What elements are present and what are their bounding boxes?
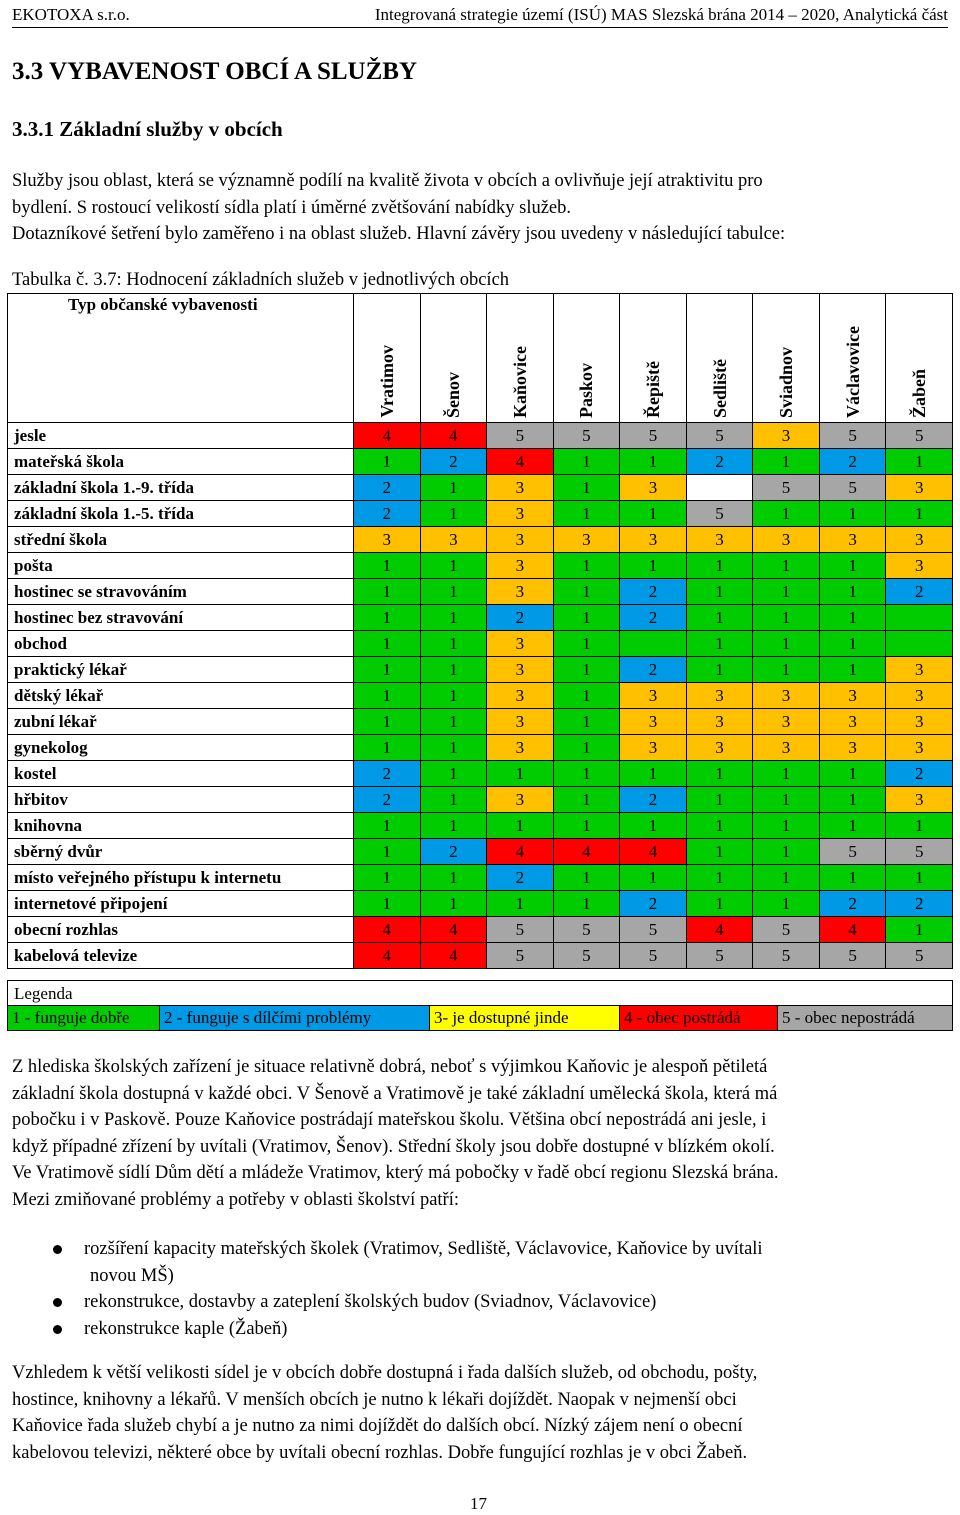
- row-label: hřbitov: [8, 787, 354, 813]
- rating-cell: 3: [686, 735, 753, 761]
- text-line: kabelovou televizi, některé obce by uvítali obecní rozhlas. Dobře fungující rozhlas je v obci Žabeň.: [12, 1442, 748, 1463]
- row-label: hostinec se stravováním: [8, 579, 354, 605]
- table-caption: Tabulka č. 3.7: Hodnocení základních služeb v jednotlivých obcích: [12, 270, 510, 290]
- rating-cell: 1: [819, 813, 886, 839]
- rating-cell: 2: [686, 449, 753, 475]
- rating-cell: 3: [753, 527, 820, 553]
- page-number: 17: [470, 1494, 487, 1513]
- rating-cell: 1: [553, 709, 620, 735]
- rating-cell: 5: [886, 839, 953, 865]
- row-label: praktický lékař: [8, 657, 354, 683]
- table-row: [8, 553, 953, 579]
- rating-cell: 3: [819, 683, 886, 709]
- text-line: Služby jsou oblast, která se významně podílí na kvalitě života v obcích a ovlivňuje její atraktivitu pro: [12, 171, 763, 191]
- row-label: gynekolog: [8, 735, 354, 761]
- rating-cell: 1: [354, 579, 421, 605]
- rating-cell: 1: [420, 501, 487, 527]
- rating-cell: 5: [620, 917, 687, 943]
- column-header-label: Šenov: [443, 371, 464, 418]
- rating-cell: 3: [886, 787, 953, 813]
- column-header: [354, 294, 421, 423]
- rating-cell: 1: [553, 787, 620, 813]
- rating-cell: 3: [753, 735, 820, 761]
- rating-cell: 1: [620, 761, 687, 787]
- rating-cell: 1: [354, 813, 421, 839]
- rating-cell: 3: [819, 527, 886, 553]
- intro-paragraph: [12, 168, 947, 248]
- list-item-text: rekonstrukce kaple (Žabeň): [84, 1318, 288, 1339]
- rating-cell: 1: [686, 579, 753, 605]
- rating-cell: 1: [886, 917, 953, 943]
- rating-cell: 1: [620, 553, 687, 579]
- column-header-label: Sviadnov: [776, 346, 797, 418]
- rating-cell: 1: [686, 553, 753, 579]
- row-label: místo veřejného přístupu k internetu: [8, 865, 354, 891]
- table-row: [8, 527, 953, 553]
- rating-cell: 3: [354, 527, 421, 553]
- rating-cell: 1: [354, 865, 421, 891]
- rating-cell: 1: [819, 605, 886, 631]
- rating-cell: 5: [487, 943, 554, 969]
- rating-cell: 2: [886, 761, 953, 787]
- rating-cell: 1: [686, 865, 753, 891]
- rating-cell: 2: [886, 891, 953, 917]
- rating-cell: 1: [420, 761, 487, 787]
- rating-cell: 5: [620, 423, 687, 449]
- rating-cell: 1: [753, 579, 820, 605]
- text-line: Kaňovice řada služeb chybí a je nutno za nimi dojíždět do dalších obcí. Nízký zájem není o obecní: [12, 1416, 743, 1436]
- rating-cell: 3: [819, 709, 886, 735]
- rating-cell: 1: [753, 787, 820, 813]
- rating-cell: 3: [886, 475, 953, 501]
- rating-cell: 5: [620, 943, 687, 969]
- rating-cell: 2: [620, 787, 687, 813]
- rating-cell: 5: [553, 423, 620, 449]
- rating-cell: 1: [420, 813, 487, 839]
- rating-cell: [620, 631, 687, 657]
- rating-cell: 1: [753, 813, 820, 839]
- row-label: obchod: [8, 631, 354, 657]
- legend-item: 1 - funguje dobře: [8, 1006, 160, 1030]
- list-item-text: novou MŠ): [90, 1265, 174, 1286]
- rating-cell: 1: [553, 657, 620, 683]
- table-row: [8, 501, 953, 527]
- rating-cell: 1: [753, 891, 820, 917]
- rating-cell: 4: [487, 449, 554, 475]
- row-label: kabelová televize: [8, 943, 354, 969]
- rating-cell: 1: [354, 631, 421, 657]
- text-line: Dotazníkové šetření bylo zaměřeno i na oblast služeb. Hlavní závěry jsou uvedeny v následující tabulce:: [12, 224, 786, 244]
- rating-cell: 1: [354, 449, 421, 475]
- rating-cell: 3: [487, 735, 554, 761]
- table-row: [8, 865, 953, 891]
- column-header-label: Kaňovice: [509, 346, 530, 418]
- text-line: pobočku i v Paskově. Pouze Kaňovice postrádají mateřskou školu. Většina obcí nepostrádá ani jesle, i: [12, 1110, 767, 1130]
- table-row: [8, 839, 953, 865]
- rating-cell: 3: [753, 423, 820, 449]
- rating-cell: 1: [886, 501, 953, 527]
- rating-cell: 2: [819, 449, 886, 475]
- legend-item: 3- je dostupné jinde: [430, 1006, 620, 1030]
- rating-cell: [686, 475, 753, 501]
- rating-cell: 5: [819, 475, 886, 501]
- rating-cell: 5: [686, 423, 753, 449]
- list-item: [50, 1236, 950, 1289]
- rating-cell: 2: [354, 501, 421, 527]
- rating-cell: 2: [354, 787, 421, 813]
- rating-cell: 5: [753, 917, 820, 943]
- rating-cell: [886, 631, 953, 657]
- text-line: Z hlediska školských zařízení je situace relativně dobrá, neboť s výjimkou Kaňovic je alespoň pětiletá: [12, 1057, 768, 1077]
- table-row: [8, 761, 953, 787]
- row-label: jesle: [8, 423, 354, 449]
- section-title: 3.3 VYBAVENOST OBCÍ A SLUŽBY: [12, 58, 418, 85]
- rating-cell: 5: [819, 943, 886, 969]
- row-label: střední škola: [8, 527, 354, 553]
- rating-cell: 1: [620, 865, 687, 891]
- needs-list: [50, 1236, 950, 1342]
- rating-cell: 1: [354, 605, 421, 631]
- rating-cell: 3: [753, 683, 820, 709]
- rating-cell: 3: [487, 683, 554, 709]
- rating-cell: 2: [420, 839, 487, 865]
- rating-cell: 4: [420, 917, 487, 943]
- table-row: [8, 657, 953, 683]
- table-row: [8, 683, 953, 709]
- rating-cell: 1: [753, 501, 820, 527]
- rating-cell: 1: [753, 449, 820, 475]
- rating-cell: 4: [487, 839, 554, 865]
- rating-cell: 1: [420, 891, 487, 917]
- row-label: základní škola 1.-9. třída: [8, 475, 354, 501]
- rating-cell: 3: [487, 553, 554, 579]
- rating-cell: 5: [753, 475, 820, 501]
- rating-cell: 1: [819, 501, 886, 527]
- bullet-icon: [53, 1245, 62, 1254]
- row-label: zubní lékař: [8, 709, 354, 735]
- rating-cell: 5: [819, 839, 886, 865]
- rating-cell: 1: [753, 605, 820, 631]
- column-header: [686, 294, 753, 423]
- text-line: hostince, knihovny a lékařů. V menších obcích je nutno k lékaři dojíždět. Naopak v nejmenší obci: [12, 1389, 737, 1410]
- table-row: [8, 475, 953, 501]
- rating-cell: 3: [819, 735, 886, 761]
- row-label: hostinec bez stravování: [8, 605, 354, 631]
- table-row: [8, 891, 953, 917]
- table-row: [8, 813, 953, 839]
- rating-cell: 3: [886, 683, 953, 709]
- rating-cell: 5: [487, 423, 554, 449]
- list-item: [50, 1316, 950, 1343]
- schools-paragraph: [12, 1054, 947, 1213]
- column-header: [420, 294, 487, 423]
- column-header-label: Václavovice: [842, 326, 863, 418]
- rating-cell: 4: [420, 943, 487, 969]
- rating-cell: 3: [620, 527, 687, 553]
- rating-cell: 1: [620, 813, 687, 839]
- rating-cell: 1: [354, 683, 421, 709]
- rating-cell: 4: [819, 917, 886, 943]
- rating-cell: 2: [487, 865, 554, 891]
- rating-cell: 5: [886, 943, 953, 969]
- text-line: základní škola dostupná v každé obci. V Šenově a Vratimově je také základní umělecká škola, která má: [12, 1083, 778, 1104]
- rating-cell: 1: [354, 709, 421, 735]
- rating-cell: 1: [620, 449, 687, 475]
- column-header: [487, 294, 554, 423]
- rating-cell: 4: [420, 423, 487, 449]
- rating-cell: 1: [819, 553, 886, 579]
- table-row: [8, 709, 953, 735]
- rating-cell: 1: [420, 787, 487, 813]
- table-row: [8, 449, 953, 475]
- row-label: pošta: [8, 553, 354, 579]
- rating-cell: 1: [553, 735, 620, 761]
- list-item-text: rekonstrukce, dostavby a zateplení školských budov (Sviadnov, Václavovice): [84, 1292, 657, 1312]
- rating-cell: 4: [620, 839, 687, 865]
- rating-cell: 2: [620, 579, 687, 605]
- rating-cell: 1: [420, 553, 487, 579]
- rating-cell: 1: [686, 631, 753, 657]
- services-paragraph: [12, 1360, 947, 1466]
- type-header: Typ občanské vybavenosti: [8, 294, 354, 423]
- rating-cell: 1: [354, 657, 421, 683]
- rating-cell: 5: [553, 943, 620, 969]
- rating-cell: 3: [487, 501, 554, 527]
- rating-cell: 1: [487, 891, 554, 917]
- rating-cell: 1: [686, 787, 753, 813]
- rating-cell: 1: [553, 631, 620, 657]
- rating-cell: 2: [354, 761, 421, 787]
- rating-cell: 1: [886, 813, 953, 839]
- column-header: [753, 294, 820, 423]
- rating-cell: 1: [819, 761, 886, 787]
- table-row: [8, 579, 953, 605]
- rating-cell: 1: [420, 735, 487, 761]
- rating-cell: 1: [420, 475, 487, 501]
- column-header: [886, 294, 953, 423]
- column-header: [819, 294, 886, 423]
- header-document-title: Integrovaná strategie území (ISÚ) MAS Slezská brána 2014 – 2020, Analytická část: [374, 5, 948, 24]
- rating-cell: 1: [553, 891, 620, 917]
- rating-cell: 1: [553, 865, 620, 891]
- rating-cell: 1: [420, 579, 487, 605]
- rating-cell: 2: [819, 891, 886, 917]
- rating-cell: 1: [420, 657, 487, 683]
- rating-cell: 1: [420, 865, 487, 891]
- rating-cell: 1: [553, 813, 620, 839]
- rating-cell: 1: [420, 605, 487, 631]
- rating-cell: 1: [354, 891, 421, 917]
- rating-cell: 3: [620, 709, 687, 735]
- rating-cell: 1: [753, 657, 820, 683]
- rating-cell: 5: [886, 423, 953, 449]
- rating-cell: 1: [553, 449, 620, 475]
- rating-cell: 1: [553, 475, 620, 501]
- rating-cell: 1: [487, 761, 554, 787]
- subsection-title: 3.3.1 Základní služby v obcích: [12, 117, 283, 141]
- table-row: [8, 917, 953, 943]
- row-label: kostel: [8, 761, 354, 787]
- text-line: Mezi zmiňované problémy a potřeby v oblasti školství patří:: [12, 1189, 459, 1210]
- text-line: když případné zřízení by uvítali (Vratimov, Šenov). Střední školy jsou dobře dostupné v blízkém okolí.: [12, 1136, 775, 1157]
- rating-cell: 1: [686, 657, 753, 683]
- rating-cell: 1: [553, 501, 620, 527]
- rating-cell: 3: [487, 475, 554, 501]
- rating-cell: 3: [487, 787, 554, 813]
- column-header: [620, 294, 687, 423]
- legend-item: 2 - funguje s dílčími problémy: [160, 1006, 430, 1030]
- row-label: dětský lékař: [8, 683, 354, 709]
- rating-cell: 1: [553, 761, 620, 787]
- row-label: internetové připojení: [8, 891, 354, 917]
- rating-cell: 4: [686, 917, 753, 943]
- rating-cell: 1: [553, 605, 620, 631]
- rating-cell: 1: [819, 631, 886, 657]
- rating-cell: 1: [686, 761, 753, 787]
- rating-cell: 1: [819, 787, 886, 813]
- legend-item: 4 - obec postrádá: [620, 1006, 778, 1030]
- rating-cell: 2: [620, 605, 687, 631]
- rating-cell: 1: [354, 735, 421, 761]
- table-header-row: [8, 294, 953, 423]
- rating-cell: 1: [753, 865, 820, 891]
- table-row: [8, 423, 953, 449]
- rating-cell: 1: [686, 813, 753, 839]
- rating-cell: 3: [686, 683, 753, 709]
- table-row: [8, 943, 953, 969]
- table-row: [8, 605, 953, 631]
- row-label: sběrný dvůr: [8, 839, 354, 865]
- rating-cell: 4: [553, 839, 620, 865]
- row-label: základní škola 1.-5. třída: [8, 501, 354, 527]
- rating-cell: 3: [886, 553, 953, 579]
- legend-title: Legenda: [7, 980, 953, 1005]
- row-label: knihovna: [8, 813, 354, 839]
- column-header-label: Vratimov: [376, 345, 397, 418]
- rating-cell: 1: [354, 553, 421, 579]
- table-row: [8, 787, 953, 813]
- rating-cell: 1: [753, 553, 820, 579]
- rating-cell: 3: [620, 683, 687, 709]
- header-company: EKOTOXA s.r.o.: [12, 5, 130, 24]
- rating-cell: 1: [553, 683, 620, 709]
- rating-cell: 1: [686, 891, 753, 917]
- column-header-label: Sedliště: [709, 358, 730, 418]
- rating-cell: 1: [686, 839, 753, 865]
- rating-cell: 5: [686, 501, 753, 527]
- rating-cell: 1: [753, 839, 820, 865]
- rating-cell: 3: [487, 631, 554, 657]
- column-header-label: Paskov: [576, 362, 597, 418]
- rating-cell: 2: [487, 605, 554, 631]
- legend: [7, 1005, 953, 1031]
- rating-cell: 1: [819, 579, 886, 605]
- rating-cell: 3: [753, 709, 820, 735]
- services-rating-table: [7, 293, 953, 969]
- table-row: [8, 735, 953, 761]
- rating-cell: 3: [886, 527, 953, 553]
- rating-cell: 3: [553, 527, 620, 553]
- legend-item: 5 - obec nepostrádá: [778, 1006, 952, 1030]
- rating-cell: 3: [686, 527, 753, 553]
- rating-cell: 1: [553, 579, 620, 605]
- rating-cell: 1: [686, 605, 753, 631]
- rating-cell: 3: [620, 735, 687, 761]
- rating-cell: 4: [354, 917, 421, 943]
- rating-cell: [886, 605, 953, 631]
- rating-cell: 5: [753, 943, 820, 969]
- rating-cell: 3: [487, 579, 554, 605]
- rating-cell: 3: [487, 709, 554, 735]
- rating-cell: 5: [553, 917, 620, 943]
- row-label: mateřská škola: [8, 449, 354, 475]
- text-line: Ve Vratimově sídlí Dům dětí a mládeže Vratimov, který má pobočky v řadě obcí regionu Slezská brána.: [12, 1163, 779, 1183]
- rating-cell: 1: [487, 813, 554, 839]
- page-header: [12, 5, 948, 28]
- column-header: [553, 294, 620, 423]
- rating-cell: 1: [753, 631, 820, 657]
- rating-cell: 3: [487, 657, 554, 683]
- rating-cell: 1: [420, 709, 487, 735]
- rating-cell: 5: [686, 943, 753, 969]
- table-row: [8, 631, 953, 657]
- rating-cell: 3: [620, 475, 687, 501]
- rating-cell: 5: [819, 423, 886, 449]
- rating-cell: 2: [620, 657, 687, 683]
- rating-cell: 2: [886, 579, 953, 605]
- rating-cell: 1: [553, 553, 620, 579]
- column-header-label: Žabeň: [909, 368, 930, 418]
- rating-cell: 1: [620, 501, 687, 527]
- bullet-icon: [53, 1298, 62, 1307]
- rating-cell: 3: [420, 527, 487, 553]
- rating-cell: 1: [354, 839, 421, 865]
- rating-cell: 3: [886, 657, 953, 683]
- bullet-icon: [53, 1325, 62, 1334]
- column-header-label: Řepiště: [642, 361, 663, 418]
- rating-cell: 2: [354, 475, 421, 501]
- rating-cell: 1: [420, 631, 487, 657]
- list-item-text: rozšíření kapacity mateřských školek (Vratimov, Sedliště, Václavovice, Kaňovice by uvítali: [84, 1239, 763, 1259]
- rating-cell: 3: [487, 527, 554, 553]
- rating-cell: 5: [487, 917, 554, 943]
- rating-cell: 4: [354, 423, 421, 449]
- rating-cell: 3: [686, 709, 753, 735]
- rating-cell: 2: [620, 891, 687, 917]
- row-label: obecní rozhlas: [8, 917, 354, 943]
- rating-cell: 2: [420, 449, 487, 475]
- rating-cell: 1: [886, 865, 953, 891]
- text-line: Vzhledem k větší velikosti sídel je v obcích dobře dostupná i řada dalších služeb, od obchodu, pošty,: [12, 1363, 758, 1383]
- list-item: [50, 1289, 950, 1316]
- rating-cell: 3: [886, 709, 953, 735]
- rating-cell: 3: [886, 735, 953, 761]
- rating-cell: 1: [819, 865, 886, 891]
- rating-cell: 1: [886, 449, 953, 475]
- rating-cell: 1: [753, 761, 820, 787]
- rating-cell: 1: [819, 657, 886, 683]
- rating-cell: 1: [420, 683, 487, 709]
- text-line: bydlení. S rostoucí velikostí sídla platí i úměrné zvětšování nabídky služeb.: [12, 197, 572, 218]
- rating-cell: 4: [354, 943, 421, 969]
